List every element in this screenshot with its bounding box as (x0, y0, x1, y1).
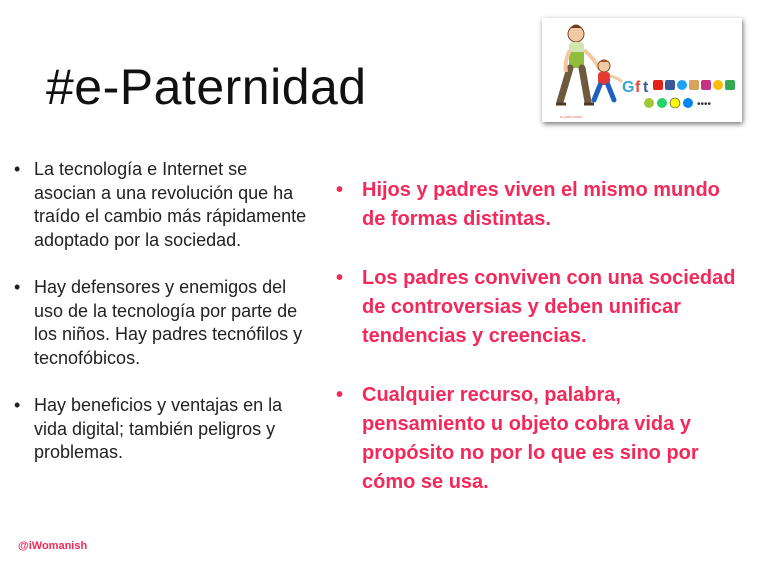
bullet-item (14, 276, 314, 370)
bullet-item (336, 264, 746, 351)
bullet-marker: • (336, 384, 344, 406)
bullet-text: La tecnología e Internet se asocian a una revolución que ha traído el cambio más rápidamente adoptado por la sociedad. (34, 159, 307, 250)
bullet-marker: • (14, 159, 21, 179)
bullet-text: Los padres conviven con una sociedad de controversias y deben unificar tendencias y creencias. (362, 267, 736, 347)
bullet-item (336, 381, 746, 497)
bullet-text: Hay defensores y enemigos del uso de la tecnología por parte de los niños. Hay padres tecnófilos y tecnofóbicos. (34, 277, 303, 368)
bullet-text: Hijos y padres viven el mismo mundo de formas distintas. (362, 179, 720, 230)
illustration-svg (542, 18, 742, 122)
slide-title: #e-Paternidad (46, 59, 367, 115)
bullet-item (336, 176, 746, 234)
svg-text:f: f (635, 79, 641, 96)
bullet-marker: • (14, 395, 21, 415)
svg-text:G: G (622, 79, 635, 96)
right-bullet-list (336, 176, 746, 527)
bullet-marker: • (336, 267, 344, 289)
svg-text:e-paternidad: e-paternidad (560, 114, 583, 119)
bullet-item (14, 158, 314, 252)
bullet-text: Hay beneficios y ventajas en la vida digital; también peligros y problemas. (34, 395, 283, 462)
bullet-marker: • (336, 179, 344, 201)
illustration-dots: •••• (697, 99, 712, 110)
bullet-text: Cualquier recurso, palabra, pensamiento u objeto cobra vida y propósito no por lo que es sino por cómo se usa. (362, 384, 699, 493)
father-son-illustration (542, 18, 742, 122)
bullet-marker: • (14, 277, 21, 297)
left-bullet-list (14, 158, 314, 489)
svg-text:t: t (643, 79, 649, 96)
footer-handle: @iWomanish (18, 540, 88, 552)
bullet-item (14, 394, 314, 465)
